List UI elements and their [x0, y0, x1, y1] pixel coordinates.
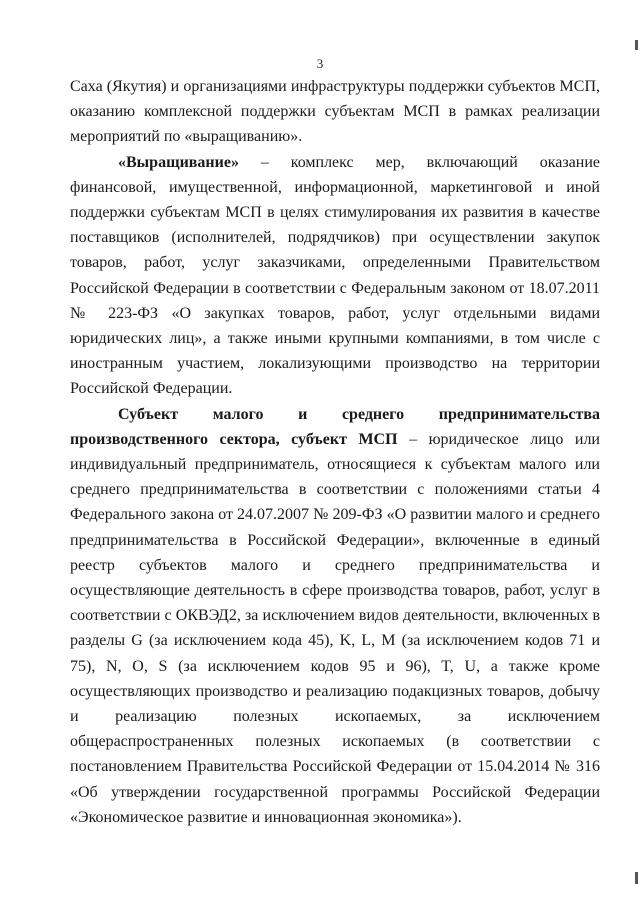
paragraph-text: – юридическое лицо или индивидуальный предприниматель, относящиеся к субъектам малого или среднего предпринимательства в соответствии с положениями статьи 4 Федерального закона от 24.07.2007 № 209-ФЗ «О развитии малого и среднего предпринимательства в Российской Федерации», включенные в единый реестр субъектов малого и среднего предпринимательства и осуществляющие деятельность в сфере производства товаров, работ, услуг в соответствии с ОКВЭД2, за исключением видов деятельности, включенных в разделы G (за исключением кода 45), K, L, M (за исключением кодов 71 и 75), N, O, S (за исключением кодов 95 и 96), T, U, а также кроме осуществляющих производство и реализацию подакцизных товаров, добычу и реализацию полезных ископаемых, за исключением общераспространенных полезных ископаемых (в соответствии с постановлением Правительства Российской Федерации от 15.04.2014 № 316 «Об утверждении государственной программы Российской Федерации «Экономическое развитие и инновационная экономика»).: [70, 430, 600, 826]
document-body: [70, 74, 600, 830]
defined-term: «Выращивание»: [118, 153, 239, 171]
defined-term: Субъект малого и среднего предпринимательства производственного сектора, субъект МСП: [70, 405, 600, 448]
scan-edge-mark: [635, 40, 638, 50]
scan-edge-mark: [635, 872, 638, 884]
paragraph-text: Саха (Якутия) и организациями инфраструктуры поддержки субъектов МСП, оказанию комплексной поддержки субъектам МСП в рамках реализации мероприятий по «выращиванию».: [70, 78, 600, 146]
paragraph-text: – комплекс мер, включающий оказание финансовой, имущественной, информационной, маркетинговой и иной поддержки субъектам МСП в целях стимулирования их развития в качестве поставщиков (исполнителей, подрядчиков) при осуществлении закупок товаров, работ, услуг заказчиками, определенными Правительством Российской Федерации в соответствии с Федеральным законом от 18.07.2011 № 223-ФЗ «О закупках товаров, работ, услуг отдельными видами юридических лиц», а также иными крупными компаниями, в том числе с иностранным участием, локализующими производство на территории Российской Федерации.: [70, 153, 600, 398]
paragraph-continuation: [70, 74, 600, 150]
paragraph-definition-growing: [70, 150, 600, 402]
paragraph-definition-msp-subject: [70, 402, 600, 830]
page-number: 3: [316, 56, 324, 71]
